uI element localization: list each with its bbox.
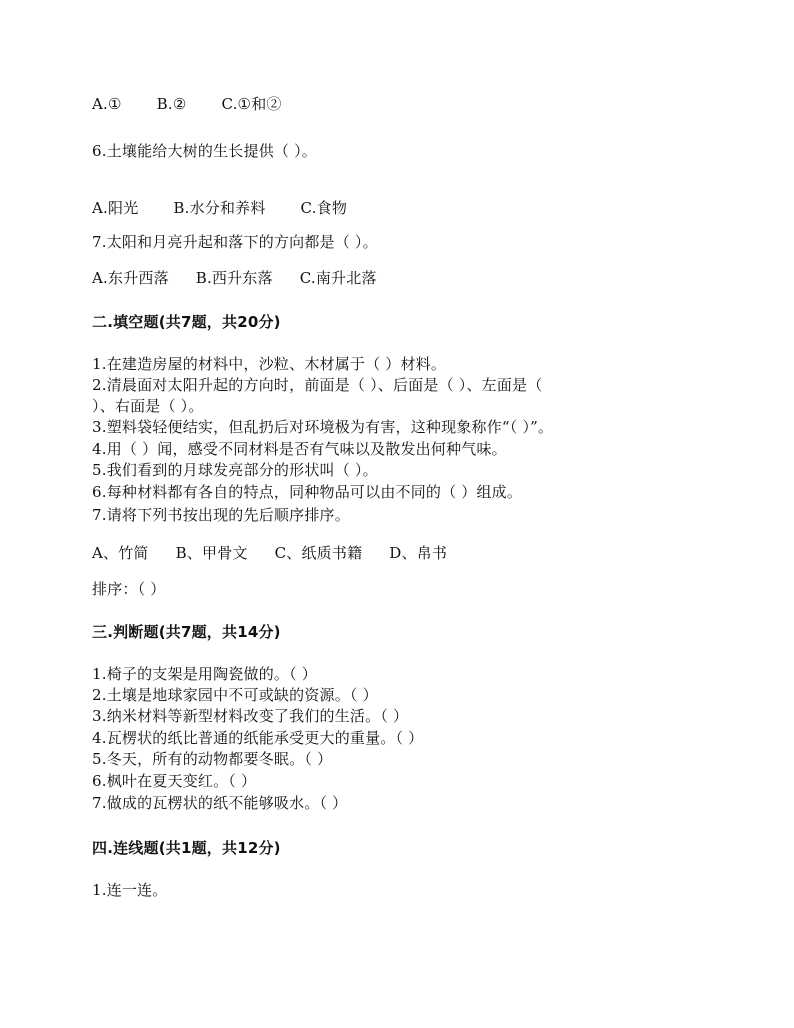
book-options	[92, 543, 469, 563]
question-stem: 7.太阳和月亮升起和落下的方向都是（ ）。	[92, 233, 378, 251]
question-line: 1.连一连。	[92, 881, 168, 899]
option: B.水分和养料	[173, 199, 266, 217]
option: D、帛书	[389, 544, 448, 562]
section-heading: 四.连线题(共1题，共12分)	[92, 839, 281, 857]
question-line: 1.椅子的支架是用陶瓷做的。（ ）	[92, 665, 317, 683]
sort-answer-line: 排序：（ ）	[92, 580, 166, 598]
option: C、纸质书籍	[274, 544, 363, 562]
option: C.南升北落	[299, 269, 377, 287]
option: C.①和②	[221, 95, 282, 113]
question-line: 5.我们看到的月球发亮部分的形状叫（ ）。	[92, 461, 378, 479]
q5-options	[92, 94, 282, 114]
question-line: 7.请将下列书按出现的先后顺序排序。	[92, 506, 350, 524]
question-line: 4.瓦楞状的纸比普通的纸能承受更大的重量。（ ）	[92, 729, 424, 747]
option: C.食物	[300, 199, 348, 217]
option: A、竹简	[92, 544, 149, 562]
section-heading: 二.填空题(共7题，共20分)	[92, 313, 281, 331]
section-heading: 三.判断题(共7题，共14分)	[92, 623, 281, 641]
question-line: 7.做成的瓦楞状的纸不能够吸水。（ ）	[92, 794, 348, 812]
option: B、甲骨文	[175, 544, 248, 562]
question-line: 6.枫叶在夏天变红。（ ）	[92, 772, 257, 790]
question-line: 2.土壤是地球家园中不可或缺的资源。（ ）	[92, 686, 378, 704]
question-line: ）、右面是（ ）。	[92, 397, 204, 415]
question-line: 2.清晨面对太阳升起的方向时，前面是（ ）、后面是（ ）、左面是（	[92, 376, 543, 394]
option: B.西升东落	[195, 269, 273, 287]
option: A.①	[92, 95, 122, 113]
option: A.阳光	[92, 199, 139, 217]
question-line: 5.冬天，所有的动物都要冬眠。（ ）	[92, 750, 333, 768]
question-line: 6.每种材料都有各自的特点，同种物品可以由不同的（ ）组成。	[92, 483, 523, 501]
option: B.②	[156, 95, 187, 113]
question-line: 3.塑料袋轻便结实，但乱扔后对环境极为有害，这种现象称作“（ ）”。	[92, 418, 554, 436]
q7-options	[92, 268, 399, 288]
question-line: 4.用（ ）闻，感受不同材料是否有气味以及散发出何种气味。	[92, 440, 507, 458]
question-line: 1.在建造房屋的材料中，沙粒、木材属于（ ）材料。	[92, 355, 447, 373]
option: A.东升西落	[92, 269, 169, 287]
q6-options	[92, 198, 347, 218]
question-line: 3.纳米材料等新型材料改变了我们的生活。（ ）	[92, 707, 409, 725]
question-stem: 6.土壤能给大树的生长提供（ ）。	[92, 142, 317, 160]
